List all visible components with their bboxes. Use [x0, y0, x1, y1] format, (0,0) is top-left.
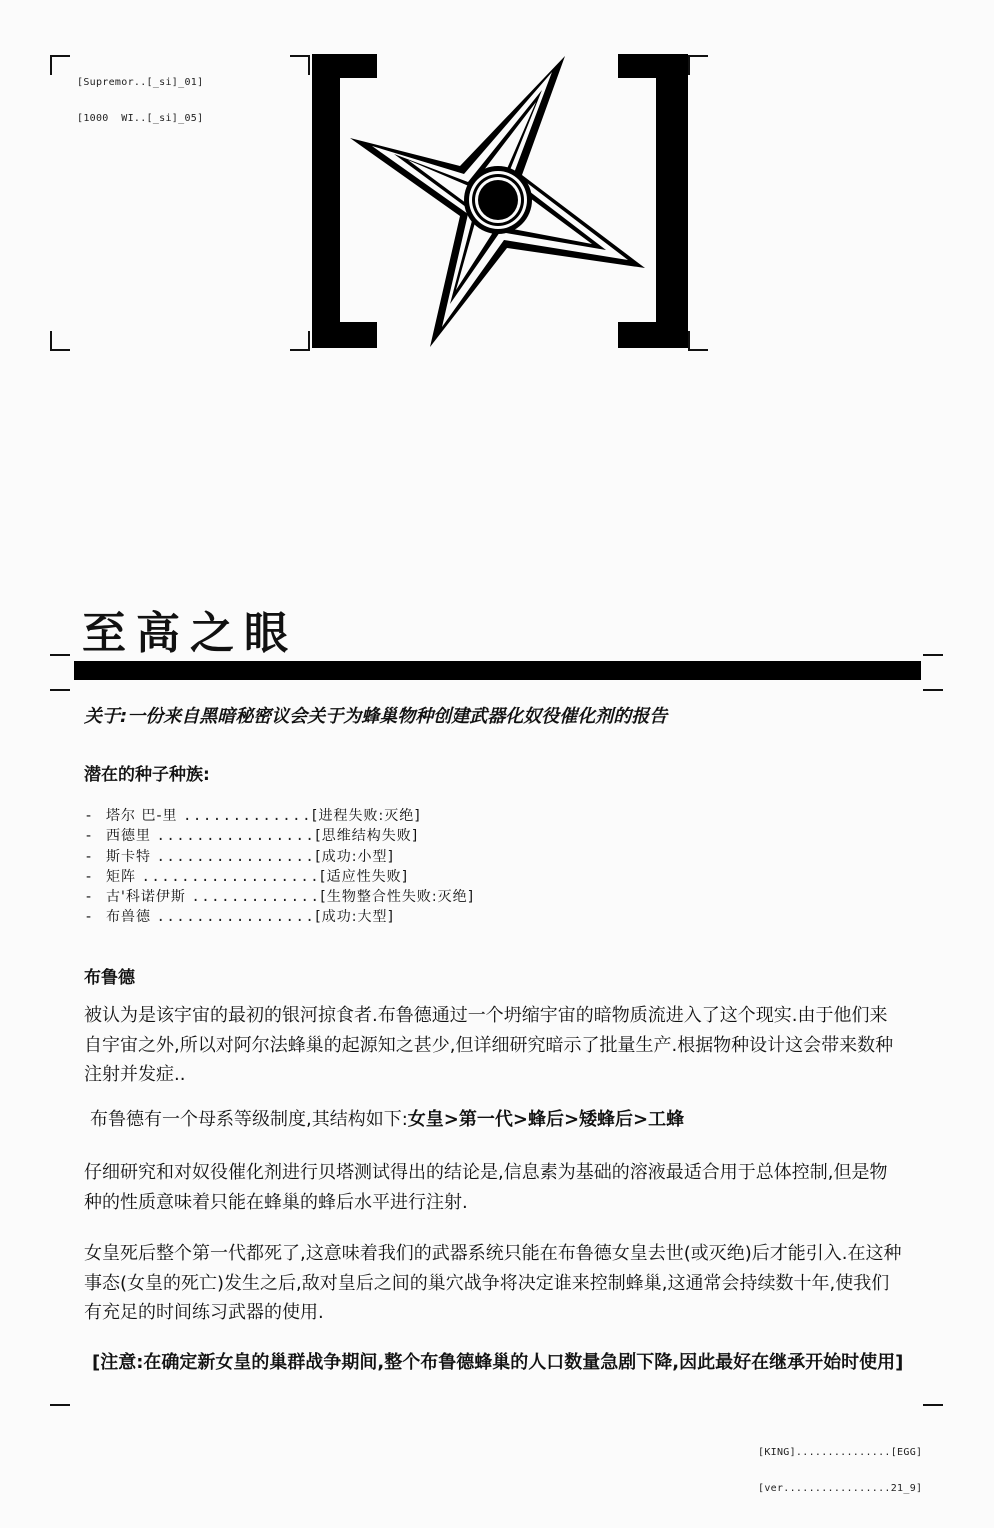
brood-paragraph-3: 仔细研究和对奴役催化剂进行贝塔测试得出的结论是,信息素为基础的溶液最适合用于总体控制,但是物种的性质意味着只能在蜂巢的蜂后水平进行注射.: [84, 1162, 888, 1213]
corner-bracket-top-left: [50, 55, 70, 75]
species-heading: 潜在的种子种族:: [84, 765, 210, 785]
species-name: 西德里: [106, 828, 151, 845]
list-item: - 古'科诺伊斯 ............. [生物整合性失败:灭绝]: [86, 887, 474, 907]
species-name: 斯卡特: [106, 848, 151, 865]
species-status: [适应性失败]: [320, 868, 409, 885]
footer-tag: [758, 1423, 922, 1507]
hierarchy-lead: 布鲁德有一个母系等级制度,其结构如下:: [90, 1109, 408, 1130]
species-status: [生物整合性失败:灭绝]: [320, 889, 475, 906]
hierarchy-chain: 女皇>第一代>蜂后>矮蜂后>工蜂: [407, 1109, 685, 1130]
species-status: [思维结构失败]: [315, 828, 419, 845]
leader-dots: ..................: [141, 868, 321, 885]
brood-heading: 布鲁德: [84, 968, 135, 988]
margin-tick: [50, 1404, 70, 1406]
page-title: 至高之眼: [82, 608, 298, 659]
species-name: 布兽德: [106, 909, 151, 926]
note-paragraph: [注意:在确定新女皇的巢群战争期间,整个布鲁德蜂巢的人口数量急剧下降,因此最好在继承开始时使用]: [92, 1352, 904, 1373]
list-item: - 西德里 ................ [思维结构失败]: [86, 826, 474, 846]
species-status: [成功:小型]: [315, 848, 394, 865]
margin-tick: [923, 654, 943, 656]
leader-dots: ................: [156, 909, 316, 926]
leader-dots: ................: [156, 848, 316, 865]
corner-bracket-emblem-tl: [290, 55, 310, 75]
brood-paragraph-1: 被认为是该宇宙的最初的银河掠食者.布鲁德通过一个坍缩宇宙的暗物质流进入了这个现实.由于他们来自宇宙之外,所以对阿尔法蜂巢的起源知之甚少,但详细研究暗示了批量生产.根据物种设计这会带来数种注射并发症..: [84, 1005, 894, 1085]
footer-tag-line-1: [KING]...............[EGG]: [758, 1447, 923, 1458]
list-item: - 斯卡特 ................ [成功:小型]: [86, 847, 474, 867]
corner-bracket-bottom-left: [50, 331, 70, 351]
header-tag-line-2: [1000 WI..[_si]_05]: [77, 113, 204, 124]
species-list: [86, 806, 474, 928]
list-item: - 布兽德 ................ [成功:大型]: [86, 907, 474, 927]
list-item: - 矩阵 .................. [适应性失败]: [86, 867, 474, 887]
leader-dots: .............: [182, 808, 313, 824]
species-status: [成功:大型]: [315, 909, 394, 926]
brood-paragraph-4: 女皇死后整个第一代都死了,这意味着我们的武器系统只能在布鲁德女皇去世(或灭绝)后才能引入.在这种事态(女皇的死亡)发生之后,敌对皇后之间的巢穴战争将决定谁来控制蜂巢,这通常会持续数十年,使我们有充足的时间练习武器的使用.: [84, 1243, 902, 1323]
species-name: 塔尔 巴-里: [106, 808, 178, 824]
margin-tick: [923, 1404, 943, 1406]
corner-bracket-emblem-br: [688, 331, 708, 351]
leader-dots: .............: [191, 889, 321, 906]
header-tag: [77, 53, 203, 137]
header-tag-line-1: [Supremor..[_si]_01]: [77, 77, 204, 88]
corner-bracket-emblem-tr: [688, 55, 708, 75]
leader-dots: ................: [156, 828, 316, 845]
footer-tag-line-2: [ver.................21_9]: [758, 1483, 923, 1494]
brood-paragraph-2: [90, 1105, 910, 1135]
list-item: - 塔尔 巴-里 ............. [进程失败:灭绝]: [86, 806, 474, 826]
report-subject: 关于:一份来自黑暗秘密议会关于为蜂巢物种创建武器化奴役催化剂的报告: [84, 706, 668, 727]
species-name: 矩阵: [106, 868, 136, 885]
title-rule: [74, 661, 921, 680]
shuriken-eye-emblem-icon: [310, 50, 690, 355]
margin-tick: [50, 654, 70, 656]
margin-tick: [50, 689, 70, 691]
margin-tick: [923, 689, 943, 691]
corner-bracket-emblem-bl: [290, 331, 310, 351]
species-name: 古'科诺伊斯: [106, 889, 186, 906]
species-status: [进程失败:灭绝]: [312, 808, 421, 824]
